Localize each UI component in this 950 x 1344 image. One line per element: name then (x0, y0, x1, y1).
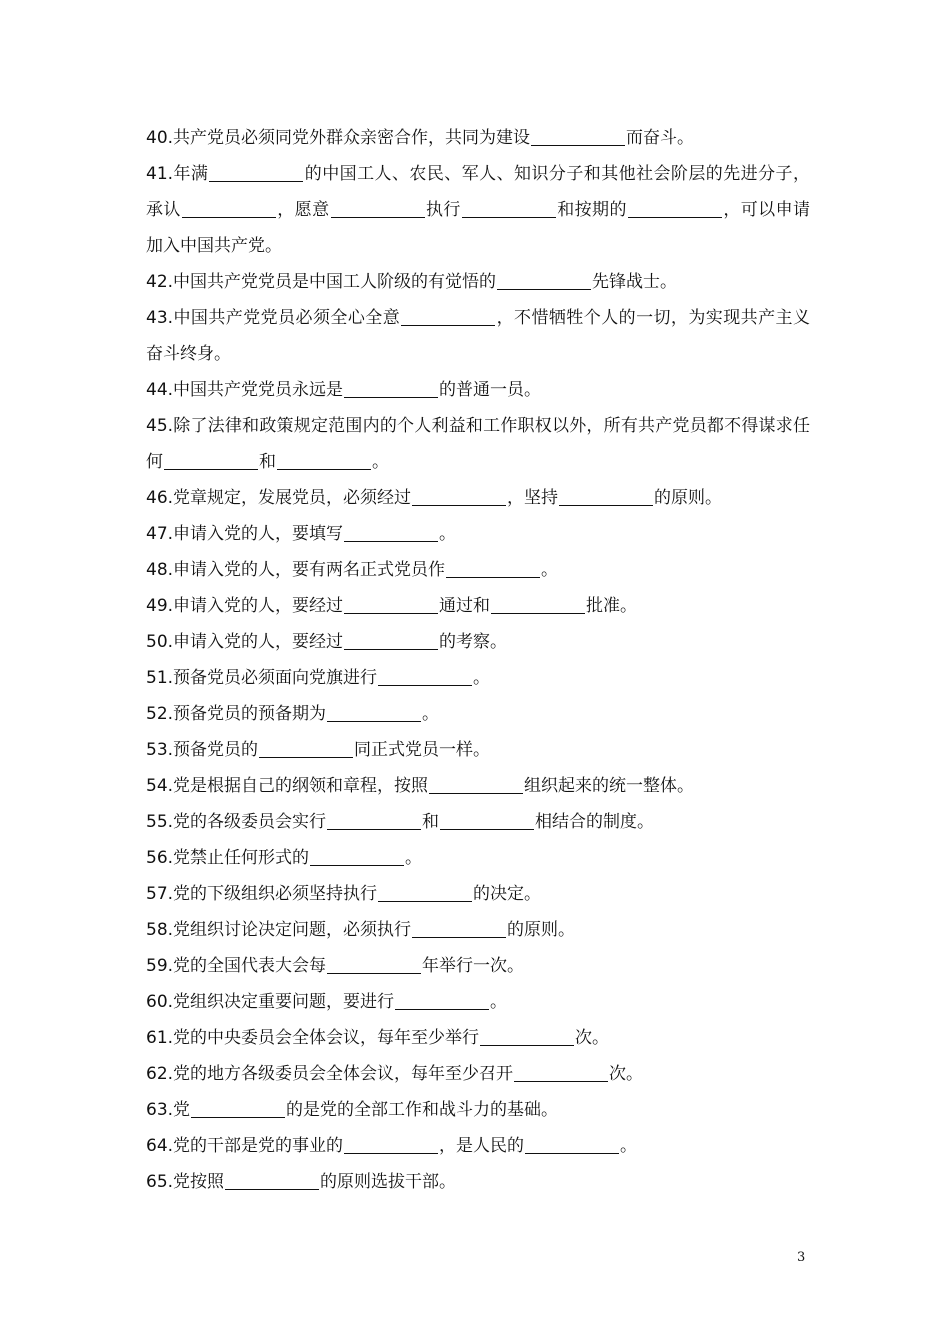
page-number: 3 (797, 1250, 806, 1265)
question-item (146, 1092, 810, 1128)
question-text: 组织起来的统一整体。 (524, 776, 695, 796)
question-text: 相结合的制度。 (535, 812, 655, 832)
answer-blank[interactable] (344, 523, 438, 542)
question-item (146, 948, 810, 984)
answer-blank[interactable] (225, 1171, 319, 1190)
answer-blank[interactable] (514, 1063, 608, 1082)
question-text: 。 (405, 848, 423, 868)
answer-blank[interactable] (462, 199, 556, 218)
answer-blank[interactable] (344, 595, 438, 614)
question-item (146, 480, 810, 516)
question-text: 48.申请入党的人，要有两名正式党员作 (146, 560, 446, 580)
question-text: 先锋战士。 (592, 272, 678, 292)
question-text: 执行 (425, 200, 461, 220)
question-text: 40.共产党员必须同党外群众亲密合作，共同为建设 (146, 128, 531, 148)
question-text: 。 (422, 704, 440, 724)
answer-blank[interactable] (344, 1135, 438, 1154)
question-item (146, 1128, 810, 1164)
question-text: ，可以申请加入中国共产党。 (146, 200, 811, 256)
answer-blank[interactable] (429, 775, 523, 794)
question-text: 。 (473, 668, 491, 688)
question-text: 43.中国共产党党员必须全心全意 (146, 308, 401, 328)
question-item (146, 1164, 810, 1200)
question-text: 通过和 (439, 596, 491, 616)
question-item (146, 732, 810, 768)
answer-blank[interactable] (480, 1027, 574, 1046)
question-item (146, 840, 810, 876)
question-item (146, 264, 810, 300)
question-text: 57.党的下级组织必须坚持执行 (146, 884, 378, 904)
question-text: 的普通一员。 (439, 380, 542, 400)
question-item (146, 804, 810, 840)
answer-blank[interactable] (378, 883, 472, 902)
question-item (146, 156, 810, 264)
question-text: 。 (490, 992, 508, 1012)
question-item (146, 660, 810, 696)
answer-blank[interactable] (531, 127, 625, 146)
answer-blank[interactable] (209, 163, 303, 182)
question-text: 同正式党员一样。 (354, 740, 491, 760)
question-text: 60.党组织决定重要问题，要进行 (146, 992, 395, 1012)
answer-blank[interactable] (440, 811, 534, 830)
question-text: 的原则。 (654, 488, 723, 508)
question-text: 而奋斗。 (626, 128, 695, 148)
question-text: 50.申请入党的人，要经过 (146, 632, 344, 652)
question-item (146, 768, 810, 804)
answer-blank[interactable] (191, 1099, 285, 1118)
question-text: 年举行一次。 (422, 956, 525, 976)
question-text: 52.预备党员的预备期为 (146, 704, 327, 724)
question-text: 。 (439, 524, 457, 544)
question-text: 51.预备党员必须面向党旗进行 (146, 668, 378, 688)
question-item (146, 876, 810, 912)
question-text: 58.党组织讨论决定问题，必须执行 (146, 920, 412, 940)
question-text: 56.党禁止任何形式的 (146, 848, 310, 868)
answer-blank[interactable] (164, 451, 258, 470)
question-text: 次。 (575, 1028, 610, 1048)
answer-blank[interactable] (344, 631, 438, 650)
question-text: 46.党章规定，发展党员，必须经过 (146, 488, 412, 508)
question-text: 53.预备党员的 (146, 740, 259, 760)
question-text: 41.年满 (146, 164, 209, 184)
answer-blank[interactable] (310, 847, 404, 866)
question-text: 49.申请入党的人，要经过 (146, 596, 344, 616)
answer-blank[interactable] (378, 667, 472, 686)
answer-blank[interactable] (344, 379, 438, 398)
question-text: 64.党的干部是党的事业的 (146, 1136, 344, 1156)
question-text: 55.党的各级委员会实行 (146, 812, 327, 832)
answer-blank[interactable] (446, 559, 540, 578)
question-text: 。 (541, 560, 559, 580)
question-text: 47.申请入党的人，要填写 (146, 524, 344, 544)
answer-blank[interactable] (277, 451, 371, 470)
answer-blank[interactable] (327, 955, 421, 974)
answer-blank[interactable] (327, 703, 421, 722)
question-text: 的原则。 (507, 920, 576, 940)
question-text: 的考察。 (439, 632, 508, 652)
answer-blank[interactable] (395, 991, 489, 1010)
question-text: ，不惜牺牲个人的一切，为实现共产主义奋斗终身。 (146, 308, 810, 364)
answer-blank[interactable] (331, 199, 425, 218)
question-item (146, 408, 810, 480)
answer-blank[interactable] (628, 199, 722, 218)
answer-blank[interactable] (182, 199, 276, 218)
question-item (146, 912, 810, 948)
question-text: ，坚持 (507, 488, 559, 508)
question-text: 。 (372, 452, 389, 472)
answer-blank[interactable] (259, 739, 353, 758)
question-item (146, 516, 810, 552)
question-text: 和 (422, 812, 440, 832)
question-item (146, 552, 810, 588)
question-text: ，是人民的 (439, 1136, 525, 1156)
question-text: 62.党的地方各级委员会全体会议，每年至少召开 (146, 1064, 514, 1084)
question-text: ，愿意 (276, 200, 330, 220)
question-text: 和 (259, 452, 276, 472)
answer-blank[interactable] (412, 919, 506, 938)
question-item (146, 984, 810, 1020)
question-text: 65.党按照 (146, 1172, 225, 1192)
answer-blank[interactable] (401, 307, 495, 326)
question-text: 批准。 (586, 596, 638, 616)
question-item (146, 300, 810, 372)
question-item (146, 696, 810, 732)
answer-blank[interactable] (327, 811, 421, 830)
answer-blank[interactable] (497, 271, 591, 290)
answer-blank[interactable] (559, 487, 653, 506)
answer-blank[interactable] (491, 595, 585, 614)
question-item (146, 1056, 810, 1092)
question-text: 的决定。 (473, 884, 542, 904)
question-list (146, 120, 810, 1200)
question-text: 的中国工人、农民、军人、知识分子和其他社会阶层的先进分子，承认 (146, 164, 810, 220)
question-text: 的原则选拔干部。 (320, 1172, 457, 1192)
answer-blank[interactable] (525, 1135, 619, 1154)
question-item (146, 1020, 810, 1056)
answer-blank[interactable] (412, 487, 506, 506)
question-item (146, 120, 810, 156)
question-text: 61.党的中央委员会全体会议，每年至少举行 (146, 1028, 480, 1048)
question-text: 54.党是根据自己的纲领和章程，按照 (146, 776, 429, 796)
question-item (146, 372, 810, 408)
question-text: 和按期的 (556, 200, 627, 220)
question-text: 44.中国共产党党员永远是 (146, 380, 344, 400)
question-item (146, 624, 810, 660)
question-text: 59.党的全国代表大会每 (146, 956, 327, 976)
question-text: 63.党 (146, 1100, 191, 1120)
question-text: 45.除了法律和政策规定范围内的个人利益和工作职权以外，所有共产党员都不得谋求任何 (146, 416, 810, 472)
question-item (146, 588, 810, 624)
question-text: 次。 (609, 1064, 644, 1084)
question-text: 的是党的全部工作和战斗力的基础。 (286, 1100, 559, 1120)
question-text: 。 (620, 1136, 638, 1156)
question-text: 42.中国共产党党员是中国工人阶级的有觉悟的 (146, 272, 497, 292)
